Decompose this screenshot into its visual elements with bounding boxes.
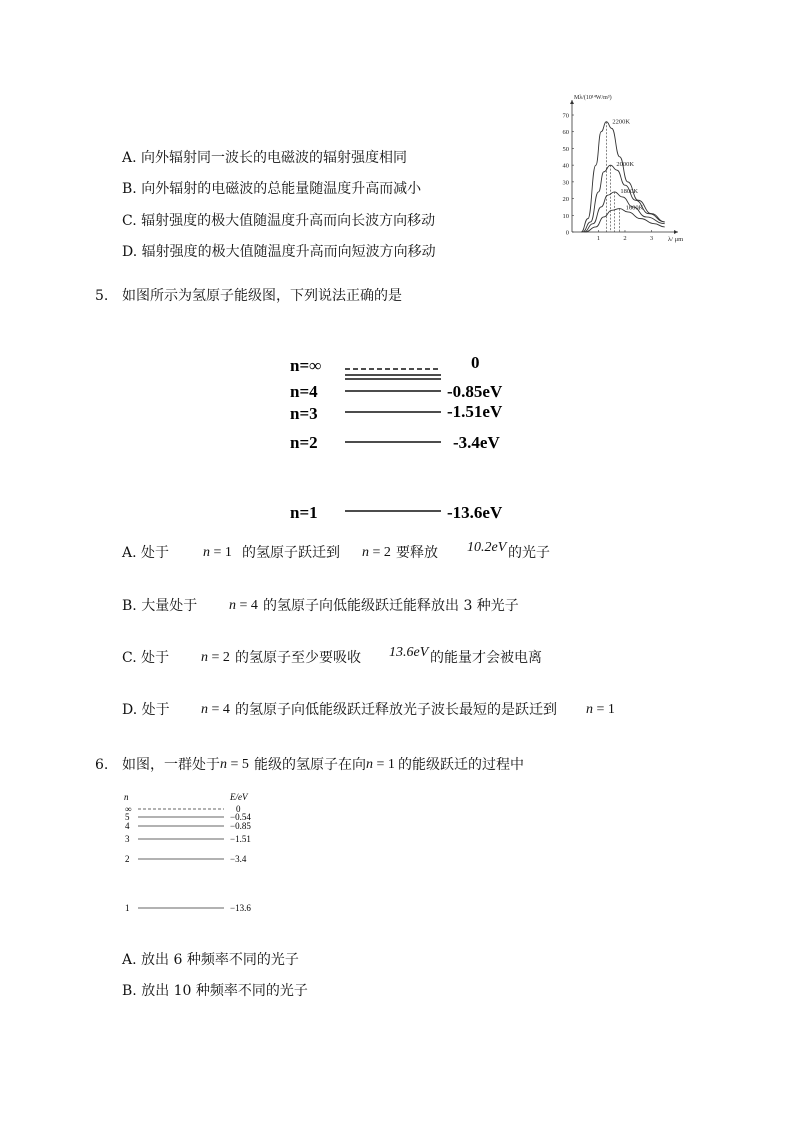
y-tick-label: 70 xyxy=(562,112,569,120)
q5-a-math1: n = 1 xyxy=(203,545,232,560)
q6-level-e-3: −1.51 xyxy=(230,834,251,844)
q4-option-d: D. 辐射强度的极大值随温度升高而向短波方向移动 xyxy=(122,244,436,260)
q5-b-part2: 的氢原子向低能级跃迁能释放出 3 种光子 xyxy=(263,598,519,614)
q4-option-c: C. 辐射强度的极大值随温度升高而向长波方向移动 xyxy=(122,213,436,229)
q5-a-part1: A. 处于 xyxy=(122,545,170,561)
q6-level-n-1: 1 xyxy=(125,903,130,913)
q6-stem-math2: n = 1 xyxy=(366,757,395,772)
q5-number: 5. xyxy=(95,288,109,304)
q4-option-b: B. 向外辐射的电磁波的总能量随温度升高而减小 xyxy=(122,181,422,197)
q5-c-part1: C. 处于 xyxy=(122,650,170,666)
q6-energy-level-diagram xyxy=(118,790,278,920)
q5-energy-4: -0.85eV xyxy=(447,382,503,401)
q5-stem: 如图所示为氢原子能级图，下列说法正确的是 xyxy=(122,288,402,304)
x-tick-label: 1 xyxy=(596,235,601,242)
curve-label-1600K: 1600K xyxy=(625,204,644,212)
q5-c-math2: 13.6eV xyxy=(389,645,429,660)
q5-level-label-inf: n=∞ xyxy=(290,356,322,375)
y-axis-label: Mλ/(10¹⁴W/m³) xyxy=(574,95,612,101)
q6-level-e-5: −0.54 xyxy=(230,812,251,822)
y-tick-label: 20 xyxy=(562,196,569,204)
q6-level-n-2: 2 xyxy=(125,854,130,864)
y-tick-label: 50 xyxy=(562,145,569,153)
y-tick-label: 10 xyxy=(562,212,569,220)
q5-b-math1: n = 4 xyxy=(229,598,258,613)
q5-level-label-3: n=3 xyxy=(290,404,318,423)
curve-1600K xyxy=(585,209,664,232)
q6-e-header: E/eV xyxy=(230,792,248,802)
q6-stem-part2: 能级的氢原子在向 xyxy=(254,757,366,773)
q5-b-part1: B. 大量处于 xyxy=(122,598,198,614)
x-tick-label: 3 xyxy=(649,235,654,242)
q5-a-math3: 10.2eV xyxy=(467,540,507,555)
y-tick-label: 40 xyxy=(562,162,569,170)
y-tick-label: 60 xyxy=(562,129,569,137)
q5-level-label-4: n=4 xyxy=(290,382,318,401)
x-axis-arrow xyxy=(674,230,678,234)
q5-c-part2: 的氢原子至少要吸收 xyxy=(235,650,361,666)
q5-d-math1: n = 4 xyxy=(201,702,230,717)
q5-c-math1: n = 2 xyxy=(201,650,230,665)
curve-label-2200K: 2200K xyxy=(612,118,631,126)
curve-label-2000K: 2000K xyxy=(616,161,635,169)
q6-level-e-inf: 0 xyxy=(236,804,241,814)
q6-level-e-4: −0.85 xyxy=(230,821,251,831)
x-tick-label: 2 xyxy=(623,235,627,242)
q5-energy-1: -13.6eV xyxy=(447,503,503,522)
q6-n-header: n xyxy=(124,792,129,802)
q5-energy-3: -1.51eV xyxy=(447,402,503,421)
curve-2200K xyxy=(581,122,664,232)
q4-option-a: A. 向外辐射同一波长的电磁波的辐射强度相同 xyxy=(122,150,408,166)
q5-d-part2: 的氢原子向低能级跃迁释放光子波长最短的是跃迁到 xyxy=(235,702,557,718)
q5-energy-level-diagram xyxy=(285,350,525,525)
q5-a-part3: 要释放 xyxy=(396,545,438,561)
q5-c-part3: 的能量才会被电离 xyxy=(430,650,542,666)
q5-level-label-1: n=1 xyxy=(290,503,318,522)
q6-level-n-4: 4 xyxy=(125,821,130,831)
q5-option-a xyxy=(122,544,169,562)
radiation-chart xyxy=(558,94,688,244)
q6-option-b: B. 放出 10 种频率不同的光子 xyxy=(122,983,308,999)
q5-level-label-2: n=2 xyxy=(290,433,318,452)
y-tick-label: 0 xyxy=(565,229,569,237)
q5-d-part1: D. 处于 xyxy=(122,702,170,718)
q5-a-part4: 的光子 xyxy=(508,545,550,561)
q5-a-math2: n = 2 xyxy=(362,545,391,560)
q6-level-n-5: 5 xyxy=(125,812,130,822)
y-tick-label: 30 xyxy=(562,179,569,187)
q6-stem-math1: n = 5 xyxy=(220,757,249,772)
x-axis-label: λ/ μm xyxy=(668,236,684,243)
q6-number: 6. xyxy=(95,757,109,773)
q5-a-part2: 的氢原子跃迁到 xyxy=(242,545,340,561)
q6-level-e-2: −3.4 xyxy=(230,854,247,864)
q6-stem-part1: 如图，一群处于 xyxy=(122,757,220,773)
q6-stem-part3: 的能级跃迁的过程中 xyxy=(398,757,524,773)
q5-energy-inf: 0 xyxy=(471,353,480,372)
q6-level-n-inf: ∞ xyxy=(125,804,132,814)
q6-level-e-1: −13.6 xyxy=(230,903,251,913)
q5-energy-2: -3.4eV xyxy=(453,433,500,452)
curve-label-1800K: 1800K xyxy=(620,187,639,195)
q6-level-n-3: 3 xyxy=(125,834,130,844)
q5-d-math2: n = 1 xyxy=(586,702,615,717)
q6-option-a: A. 放出 6 种频率不同的光子 xyxy=(122,952,299,968)
